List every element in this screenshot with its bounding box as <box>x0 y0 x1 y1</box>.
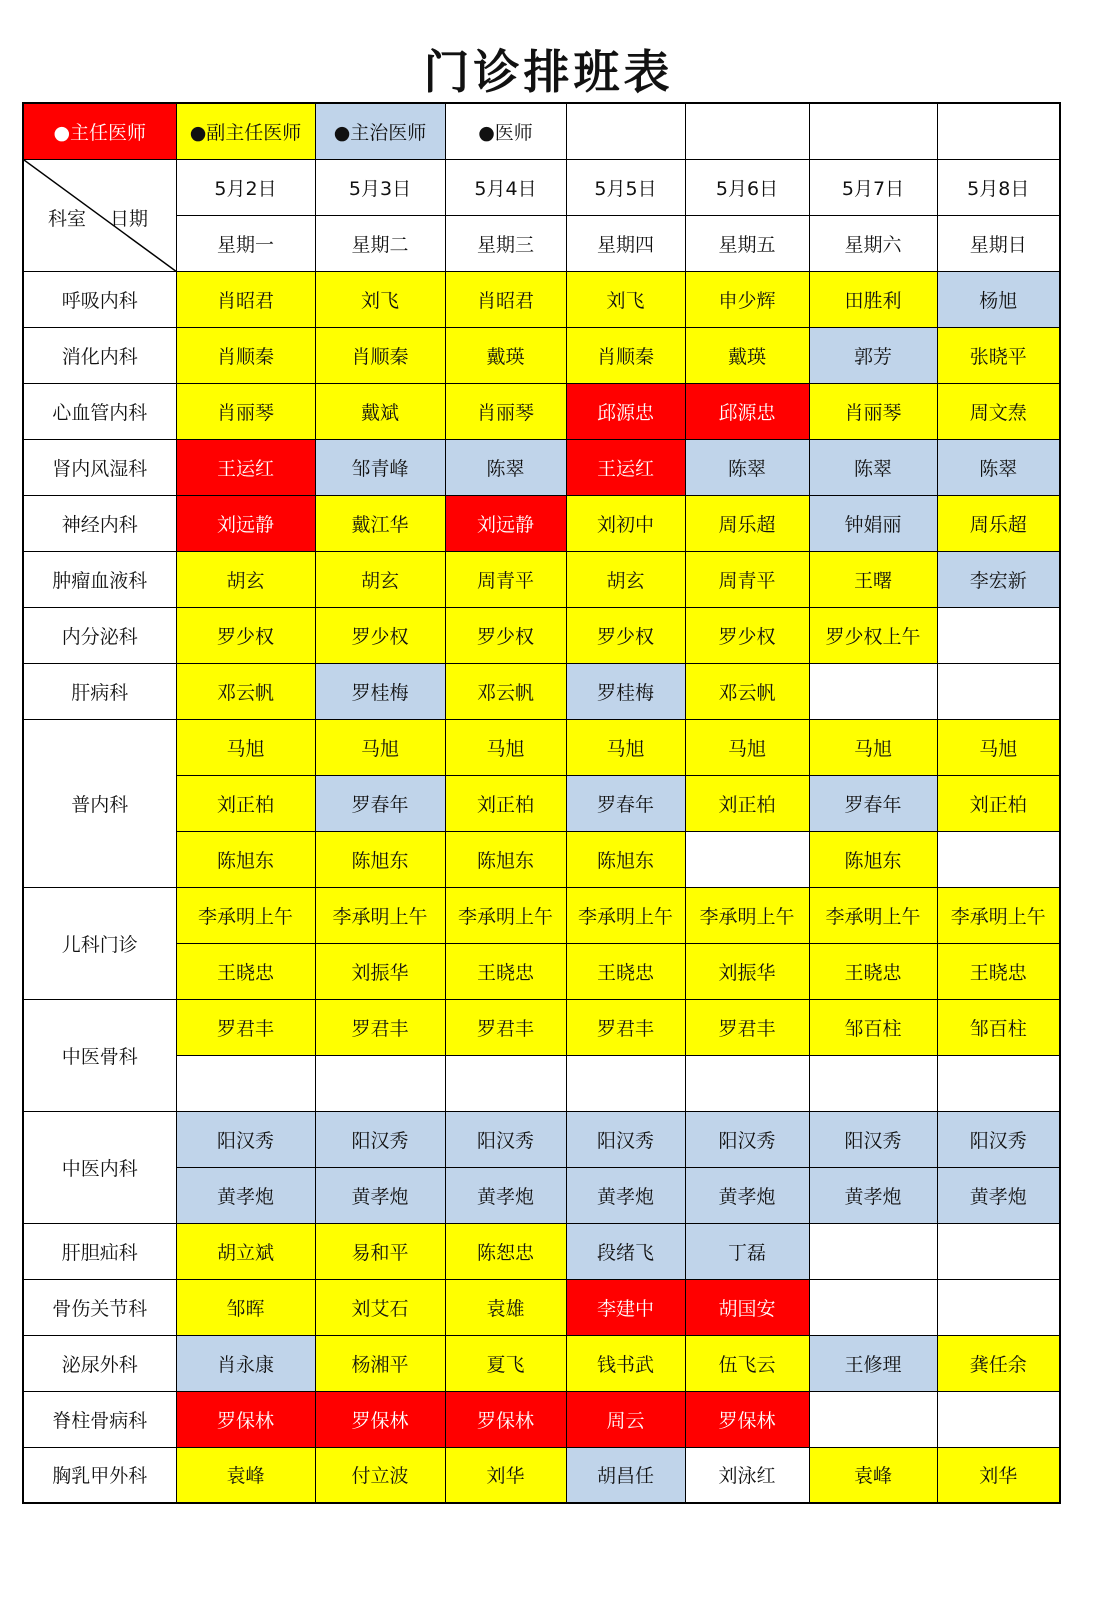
department-name: 心血管内科 <box>23 383 176 439</box>
doctor-cell: 肖丽琴 <box>176 383 315 439</box>
schedule-row <box>23 439 1060 495</box>
doctor-cell: 王运红 <box>566 439 685 495</box>
doctor-cell: 罗保林 <box>176 1391 315 1447</box>
doctor-cell: 黄孝炮 <box>937 1167 1060 1223</box>
doctor-cell: 马旭 <box>176 719 315 775</box>
doctor-cell: 戴斌 <box>315 383 445 439</box>
doctor-cell: 胡玄 <box>176 551 315 607</box>
legend-empty <box>809 103 937 159</box>
doctor-cell <box>937 1391 1060 1447</box>
doctor-cell: 田胜利 <box>809 271 937 327</box>
schedule-row <box>23 1111 1060 1167</box>
doctor-cell: 刘华 <box>445 1447 566 1503</box>
doctor-cell: 胡立斌 <box>176 1223 315 1279</box>
page-title: 门诊排班表 <box>423 45 674 99</box>
doctor-cell: 陈旭东 <box>315 831 445 887</box>
doctor-cell: 陈翠 <box>809 439 937 495</box>
legend-empty <box>566 103 685 159</box>
schedule-row <box>23 1335 1060 1391</box>
doctor-cell: 黄孝炮 <box>445 1167 566 1223</box>
doctor-cell: 陈翠 <box>937 439 1060 495</box>
doctor-cell: 罗桂梅 <box>566 663 685 719</box>
doctor-cell: 李承明上午 <box>809 887 937 943</box>
doctor-cell: 肖昭君 <box>176 271 315 327</box>
doctor-cell: 周乐超 <box>937 495 1060 551</box>
doctor-cell: 李宏新 <box>937 551 1060 607</box>
doctor-cell: 陈翠 <box>445 439 566 495</box>
doctor-cell: 马旭 <box>566 719 685 775</box>
doctor-cell: 戴瑛 <box>685 327 809 383</box>
doctor-cell: 肖顺秦 <box>315 327 445 383</box>
doctor-cell: 马旭 <box>809 719 937 775</box>
doctor-cell <box>937 831 1060 887</box>
schedule-row <box>23 887 1060 943</box>
weekday-row <box>23 215 1060 271</box>
doctor-cell: 刘正柏 <box>937 775 1060 831</box>
doctor-cell: 段绪飞 <box>566 1223 685 1279</box>
doctor-cell: 杨湘平 <box>315 1335 445 1391</box>
doctor-cell: 罗少权 <box>176 607 315 663</box>
date-cell: 5月4日 <box>445 159 566 215</box>
doctor-cell <box>809 1279 937 1335</box>
doctor-cell: 王晓忠 <box>566 943 685 999</box>
weekday-cell: 星期六 <box>809 215 937 271</box>
date-cell: 5月8日 <box>937 159 1060 215</box>
doctor-cell: 阳汉秀 <box>685 1111 809 1167</box>
schedule-row <box>23 831 1060 887</box>
schedule-row <box>23 1391 1060 1447</box>
doctor-cell <box>315 1055 445 1111</box>
doctor-cell: 罗少权 <box>315 607 445 663</box>
department-name: 骨伤关节科 <box>23 1279 176 1335</box>
doctor-cell: 罗保林 <box>445 1391 566 1447</box>
doctor-cell: 伍飞云 <box>685 1335 809 1391</box>
doctor-cell: 阳汉秀 <box>937 1111 1060 1167</box>
date-cell: 5月6日 <box>685 159 809 215</box>
doctor-cell: 阳汉秀 <box>176 1111 315 1167</box>
department-name: 消化内科 <box>23 327 176 383</box>
schedule-row <box>23 775 1060 831</box>
legend-empty <box>937 103 1060 159</box>
doctor-cell: 肖永康 <box>176 1335 315 1391</box>
doctor-cell: 李建中 <box>566 1279 685 1335</box>
doctor-cell: 丁磊 <box>685 1223 809 1279</box>
legend-empty <box>685 103 809 159</box>
doctor-cell: 袁雄 <box>445 1279 566 1335</box>
date-row <box>23 159 1060 215</box>
doctor-cell: 刘振华 <box>685 943 809 999</box>
doctor-cell: 戴江华 <box>315 495 445 551</box>
doctor-cell: 胡玄 <box>315 551 445 607</box>
date-cell: 5月2日 <box>176 159 315 215</box>
schedule-row <box>23 383 1060 439</box>
doctor-cell: 胡国安 <box>685 1279 809 1335</box>
schedule-row <box>23 1167 1060 1223</box>
schedule-table <box>22 102 1061 1504</box>
department-name: 肝病科 <box>23 663 176 719</box>
doctor-cell: 周文焘 <box>937 383 1060 439</box>
doctor-cell: 周青平 <box>445 551 566 607</box>
doctor-cell: 李承明上午 <box>445 887 566 943</box>
doctor-cell: 阳汉秀 <box>315 1111 445 1167</box>
doctor-cell: 钱书武 <box>566 1335 685 1391</box>
doctor-cell: 罗君丰 <box>445 999 566 1055</box>
doctor-cell <box>685 1055 809 1111</box>
doctor-cell: 李承明上午 <box>315 887 445 943</box>
schedule-row <box>23 1055 1060 1111</box>
doctor-cell: 刘正柏 <box>445 775 566 831</box>
doctor-cell: 阳汉秀 <box>445 1111 566 1167</box>
doctor-cell <box>685 831 809 887</box>
doctor-cell: 钟娟丽 <box>809 495 937 551</box>
doctor-cell: 刘初中 <box>566 495 685 551</box>
doctor-cell: 黄孝炮 <box>685 1167 809 1223</box>
schedule-row <box>23 1223 1060 1279</box>
department-name: 中医内科 <box>23 1111 176 1223</box>
department-name: 胸乳甲外科 <box>23 1447 176 1503</box>
doctor-cell: 罗春年 <box>315 775 445 831</box>
doctor-cell: 罗保林 <box>685 1391 809 1447</box>
doctor-cell: 李承明上午 <box>176 887 315 943</box>
doctor-cell: 肖顺秦 <box>176 327 315 383</box>
doctor-cell: 邓云帆 <box>445 663 566 719</box>
doctor-cell: 王晓忠 <box>809 943 937 999</box>
schedule-row <box>23 663 1060 719</box>
weekday-cell: 星期四 <box>566 215 685 271</box>
doctor-cell: 邹晖 <box>176 1279 315 1335</box>
doctor-cell: 邹百柱 <box>809 999 937 1055</box>
doctor-cell: 阳汉秀 <box>566 1111 685 1167</box>
doctor-cell: 刘远静 <box>445 495 566 551</box>
doctor-cell: 易和平 <box>315 1223 445 1279</box>
doctor-cell: 王晓忠 <box>445 943 566 999</box>
doctor-cell: 马旭 <box>937 719 1060 775</box>
doctor-cell: 李承明上午 <box>566 887 685 943</box>
doctor-cell: 肖顺秦 <box>566 327 685 383</box>
doctor-cell <box>176 1055 315 1111</box>
doctor-cell: 黄孝炮 <box>809 1167 937 1223</box>
schedule-row <box>23 495 1060 551</box>
doctor-cell: 黄孝炮 <box>176 1167 315 1223</box>
doctor-cell: 陈旭东 <box>445 831 566 887</box>
header-corner <box>23 159 176 271</box>
doctor-cell: 陈恕忠 <box>445 1223 566 1279</box>
doctor-cell: 罗春年 <box>809 775 937 831</box>
doctor-cell: 马旭 <box>315 719 445 775</box>
department-name: 泌尿外科 <box>23 1335 176 1391</box>
doctor-cell <box>937 1223 1060 1279</box>
doctor-cell: 罗少权上午 <box>809 607 937 663</box>
doctor-cell: 李承明上午 <box>937 887 1060 943</box>
doctor-cell: 周乐超 <box>685 495 809 551</box>
doctor-cell <box>937 1279 1060 1335</box>
department-name: 神经内科 <box>23 495 176 551</box>
doctor-cell: 罗保林 <box>315 1391 445 1447</box>
date-cell: 5月7日 <box>809 159 937 215</box>
doctor-cell: 袁峰 <box>176 1447 315 1503</box>
doctor-cell: 陈旭东 <box>566 831 685 887</box>
department-name: 普内科 <box>23 719 176 887</box>
department-name: 中医骨科 <box>23 999 176 1111</box>
doctor-cell <box>445 1055 566 1111</box>
doctor-cell: 张晓平 <box>937 327 1060 383</box>
doctor-cell: 刘振华 <box>315 943 445 999</box>
doctor-cell: 周青平 <box>685 551 809 607</box>
date-cell: 5月5日 <box>566 159 685 215</box>
legend-director: ●主任医师 <box>23 103 176 159</box>
doctor-cell: 戴瑛 <box>445 327 566 383</box>
doctor-cell: 杨旭 <box>937 271 1060 327</box>
doctor-cell: 罗少权 <box>566 607 685 663</box>
legend-attending: ●主治医师 <box>315 103 445 159</box>
department-name: 儿科门诊 <box>23 887 176 999</box>
doctor-cell: 刘远静 <box>176 495 315 551</box>
doctor-cell: 胡昌任 <box>566 1447 685 1503</box>
doctor-cell <box>809 663 937 719</box>
doctor-cell: 黄孝炮 <box>566 1167 685 1223</box>
schedule-row <box>23 551 1060 607</box>
doctor-cell: 夏飞 <box>445 1335 566 1391</box>
doctor-cell: 刘艾石 <box>315 1279 445 1335</box>
doctor-cell: 邹青峰 <box>315 439 445 495</box>
schedule-row <box>23 271 1060 327</box>
schedule-row <box>23 1279 1060 1335</box>
doctor-cell: 罗君丰 <box>176 999 315 1055</box>
doctor-cell: 刘飞 <box>315 271 445 327</box>
schedule-row <box>23 607 1060 663</box>
doctor-cell: 郭芳 <box>809 327 937 383</box>
department-name: 脊柱骨病科 <box>23 1391 176 1447</box>
doctor-cell: 罗少权 <box>445 607 566 663</box>
department-name: 肾内风湿科 <box>23 439 176 495</box>
schedule-row <box>23 999 1060 1055</box>
schedule-row <box>23 1447 1060 1503</box>
doctor-cell: 胡玄 <box>566 551 685 607</box>
doctor-cell: 付立波 <box>315 1447 445 1503</box>
doctor-cell: 王晓忠 <box>176 943 315 999</box>
date-cell: 5月3日 <box>315 159 445 215</box>
doctor-cell: 申少辉 <box>685 271 809 327</box>
doctor-cell: 刘飞 <box>566 271 685 327</box>
doctor-cell: 袁峰 <box>809 1447 937 1503</box>
doctor-cell: 邱源忠 <box>685 383 809 439</box>
weekday-cell: 星期二 <box>315 215 445 271</box>
diagonal-line <box>24 160 176 272</box>
doctor-cell: 龚任余 <box>937 1335 1060 1391</box>
doctor-cell: 周云 <box>566 1391 685 1447</box>
weekday-cell: 星期一 <box>176 215 315 271</box>
doctor-cell: 王曙 <box>809 551 937 607</box>
department-name: 呼吸内科 <box>23 271 176 327</box>
doctor-cell: 邱源忠 <box>566 383 685 439</box>
doctor-cell: 阳汉秀 <box>809 1111 937 1167</box>
schedule-row <box>23 943 1060 999</box>
weekday-cell: 星期三 <box>445 215 566 271</box>
doctor-cell: 王晓忠 <box>937 943 1060 999</box>
doctor-cell: 罗君丰 <box>315 999 445 1055</box>
doctor-cell <box>809 1055 937 1111</box>
doctor-cell: 陈旭东 <box>809 831 937 887</box>
doctor-cell: 刘泳红 <box>685 1447 809 1503</box>
doctor-cell <box>809 1223 937 1279</box>
doctor-cell: 李承明上午 <box>685 887 809 943</box>
weekday-cell: 星期五 <box>685 215 809 271</box>
doctor-cell: 罗君丰 <box>685 999 809 1055</box>
doctor-cell: 罗桂梅 <box>315 663 445 719</box>
dept-header-label: 科室 <box>48 207 87 230</box>
doctor-cell: 刘正柏 <box>176 775 315 831</box>
doctor-cell <box>809 1391 937 1447</box>
doctor-cell: 罗少权 <box>685 607 809 663</box>
legend-deputy: ●副主任医师 <box>176 103 315 159</box>
doctor-cell: 刘华 <box>937 1447 1060 1503</box>
doctor-cell: 罗春年 <box>566 775 685 831</box>
doctor-cell: 邓云帆 <box>176 663 315 719</box>
doctor-cell: 刘正柏 <box>685 775 809 831</box>
department-name: 肝胆疝科 <box>23 1223 176 1279</box>
schedule-row <box>23 327 1060 383</box>
doctor-cell: 马旭 <box>685 719 809 775</box>
doctor-cell: 肖昭君 <box>445 271 566 327</box>
doctor-cell: 邓云帆 <box>685 663 809 719</box>
doctor-cell: 王运红 <box>176 439 315 495</box>
doctor-cell: 邹百柱 <box>937 999 1060 1055</box>
doctor-cell: 肖丽琴 <box>809 383 937 439</box>
doctor-cell: 马旭 <box>445 719 566 775</box>
doctor-cell: 罗君丰 <box>566 999 685 1055</box>
doctor-cell: 肖丽琴 <box>445 383 566 439</box>
legend-physician: ●医师 <box>445 103 566 159</box>
date-header-label: 日期 <box>110 207 149 230</box>
doctor-cell <box>937 663 1060 719</box>
department-name: 肿瘤血液科 <box>23 551 176 607</box>
schedule-row <box>23 719 1060 775</box>
doctor-cell: 王修理 <box>809 1335 937 1391</box>
doctor-cell: 陈翠 <box>685 439 809 495</box>
legend-row <box>23 103 1060 159</box>
weekday-cell: 星期日 <box>937 215 1060 271</box>
doctor-cell <box>566 1055 685 1111</box>
department-name: 内分泌科 <box>23 607 176 663</box>
doctor-cell <box>937 1055 1060 1111</box>
doctor-cell <box>937 607 1060 663</box>
doctor-cell: 陈旭东 <box>176 831 315 887</box>
doctor-cell: 黄孝炮 <box>315 1167 445 1223</box>
